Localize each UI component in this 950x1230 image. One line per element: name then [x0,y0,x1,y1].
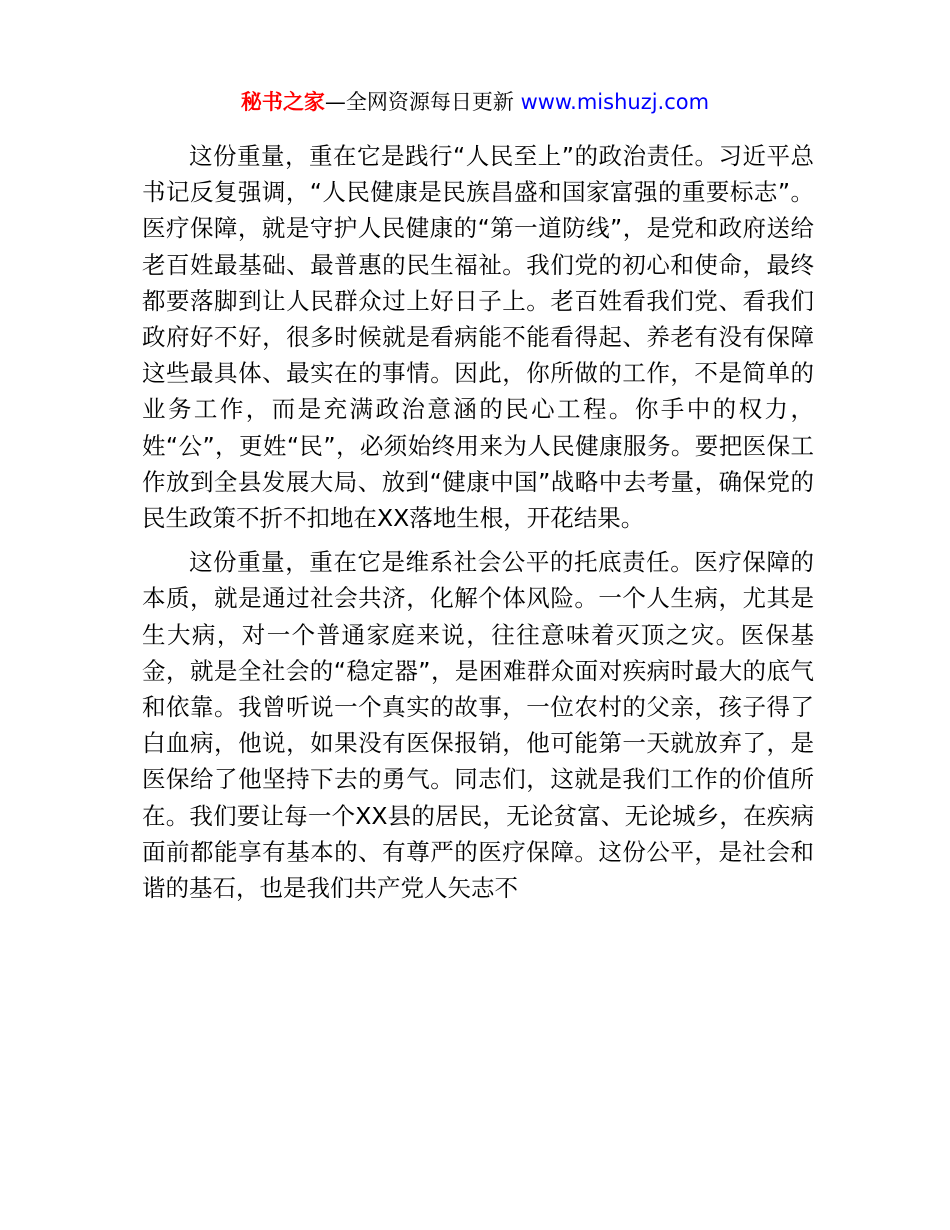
document-body [142,138,814,914]
paragraph-social-fairness: 这份重量，重在它是维系社会公平的托底责任。医疗保障的本质，就是通过社会共济，化解个体风险。一个人生病，尤其是生大病，对一个普通家庭来说，往往意味着灭顶之灾。医保基金，就是全社会的“稳定器”，是困难群众面对疾病时最大的底气和依靠。我曾听说一个真实的故事，一位农村的父亲，孩子得了白血病，他说，如果没有医保报销，他可能第一天就放弃了，是医保给了他坚持下去的勇气。同志们，这就是我们工作的价值所在。我们要让每一个XX县的居民，无论贫富、无论城乡，在疾病面前都能享有基本的、有尊严的医疗保障。这份公平，是社会和谐的基石，也是我们共产党人矢志不 [142,548,814,903]
site-header [0,86,950,118]
site-tagline: —全网资源每日更新 [324,90,521,114]
paragraph-political-responsibility: 这份重量，重在它是践行“人民至上”的政治责任。习近平总书记反复强调，“人民健康是民族昌盛和国家富强的重要标志”。医疗保障，就是守护人民健康的“第一道防线”，是党和政府送给老百姓最基础、最普惠的民生福祉。我们党的初心和使命，最终都要落脚到让人民群众过上好日子上。老百姓看我们党、看我们政府好不好，很多时候就是看病能不能看得起、养老有没有保障这些最具体、最实在的事情。因此，你所做的工作，不是简单的业务工作，而是充满政治意涵的民心工程。你手中的权力，姓“公”，更姓“民”，必须始终用来为人民健康服务。要把医保工作放到全县发展大局、放到“健康中国”战略中去考量，确保党的民生政策不折不扣地在XX落地生根，开花结果。 [142,142,814,533]
site-brand: 秘书之家 [240,90,325,114]
site-url-link[interactable]: www.mishuzj.com [520,90,710,114]
